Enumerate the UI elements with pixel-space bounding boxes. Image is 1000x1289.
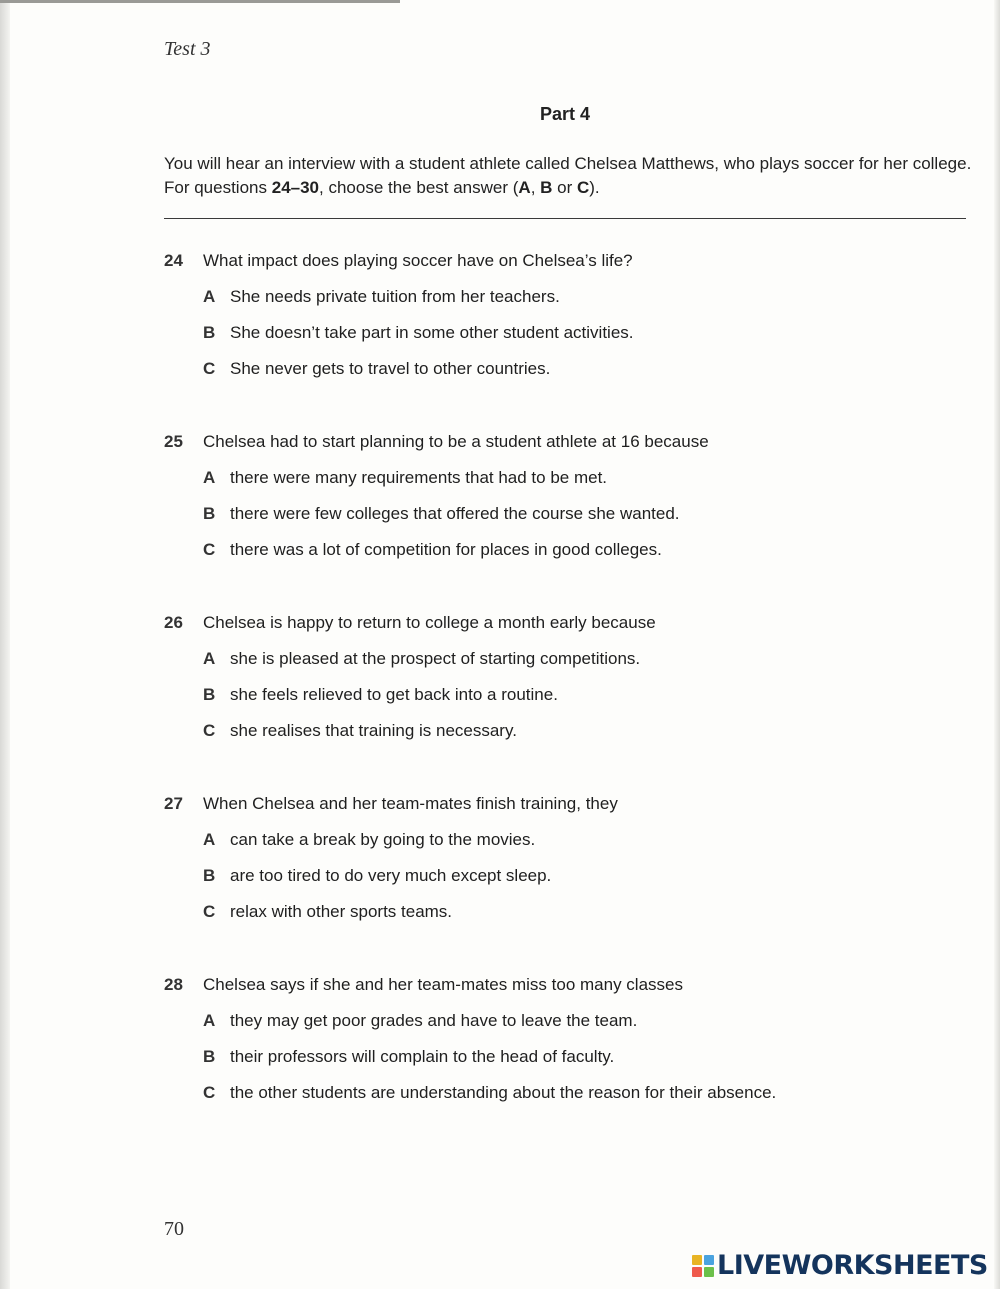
answer-option-b[interactable] — [164, 1044, 984, 1080]
option-text: there were few colleges that offered the course she wanted. — [230, 504, 680, 523]
question-stem — [164, 248, 984, 284]
option-text: She doesn’t take part in some other student activities. — [230, 323, 634, 342]
answer-option-c[interactable] — [164, 1080, 984, 1116]
answer-option-a[interactable] — [164, 465, 984, 501]
option-text: she realises that training is necessary. — [230, 721, 517, 740]
option-text: their professors will complain to the head of faculty. — [230, 1047, 615, 1066]
question-number: 24 — [164, 251, 183, 270]
logo-square-i — [704, 1255, 714, 1265]
liveworksheets-watermark — [692, 1250, 988, 1281]
instructions-option-a: A — [518, 178, 531, 197]
option-letter: A — [203, 830, 216, 849]
answer-option-b[interactable] — [164, 863, 984, 899]
option-letter: B — [203, 1047, 216, 1066]
option-text: She needs private tuition from her teachers. — [230, 287, 560, 306]
option-letter: A — [203, 468, 216, 487]
question-26 — [164, 610, 984, 791]
option-text: she feels relieved to get back into a routine. — [230, 685, 558, 704]
liveworksheets-logo-icon — [692, 1255, 714, 1277]
question-number: 27 — [164, 794, 183, 813]
question-stem — [164, 610, 984, 646]
option-text: the other students are understanding about the reason for their absence. — [230, 1083, 777, 1102]
question-28 — [164, 972, 984, 1153]
logo-square-l — [692, 1255, 702, 1265]
instructions-mid: , choose the best answer ( — [319, 178, 519, 197]
logo-square-e — [704, 1267, 714, 1277]
option-text: they may get poor grades and have to leave the team. — [230, 1011, 638, 1030]
instructions-range: 24–30 — [271, 178, 320, 197]
question-stem — [164, 429, 984, 465]
option-letter: C — [203, 1083, 216, 1102]
instructions-intro: You will hear an interview with a student athlete called Chelsea Matthews, who plays soccer for her college. For questions — [164, 154, 972, 197]
logo-square-v — [692, 1267, 702, 1277]
page-number: 70 — [164, 1218, 184, 1240]
option-text: there were many requirements that had to be met. — [230, 468, 608, 487]
instructions-sep: or — [552, 178, 577, 197]
answer-option-c[interactable] — [164, 718, 984, 754]
answer-option-c[interactable] — [164, 356, 984, 392]
question-27 — [164, 791, 984, 972]
answer-option-a[interactable] — [164, 646, 984, 682]
question-24 — [164, 248, 984, 429]
option-letter: C — [203, 359, 216, 378]
instructions-option-c: C — [576, 178, 590, 197]
divider-rule — [164, 218, 966, 219]
option-letter: C — [203, 540, 216, 559]
question-text: What impact does playing soccer have on Chelsea’s life? — [203, 251, 633, 270]
answer-option-b[interactable] — [164, 501, 984, 537]
option-letter: A — [203, 287, 216, 306]
question-text: Chelsea says if she and her team-mates miss too many classes — [203, 975, 683, 994]
instructions-sep: , — [530, 178, 541, 197]
option-text: she is pleased at the prospect of starting competitions. — [230, 649, 641, 668]
option-letter: C — [203, 902, 216, 921]
answer-option-c[interactable] — [164, 899, 984, 935]
question-number: 26 — [164, 613, 183, 632]
question-text: Chelsea is happy to return to college a month early because — [203, 613, 656, 632]
option-text: there was a lot of competition for places in good colleges. — [230, 540, 662, 559]
option-letter: B — [203, 323, 216, 342]
instructions-end: ). — [589, 178, 600, 197]
option-letter: B — [203, 685, 216, 704]
question-list — [164, 248, 984, 1153]
question-number: 28 — [164, 975, 183, 994]
option-text: She never gets to travel to other countries. — [230, 359, 551, 378]
instructions — [164, 152, 974, 200]
scan-edge-left — [0, 0, 10, 1289]
watermark-text: LIVEWORKSHEETS — [717, 1250, 988, 1281]
question-25 — [164, 429, 984, 610]
scan-edge-top — [0, 0, 400, 3]
answer-option-b[interactable] — [164, 682, 984, 718]
option-letter: A — [203, 649, 216, 668]
instructions-option-b: B — [540, 178, 553, 197]
answer-option-c[interactable] — [164, 537, 984, 573]
answer-option-b[interactable] — [164, 320, 984, 356]
option-letter: B — [203, 866, 216, 885]
option-text: are too tired to do very much except sleep. — [230, 866, 552, 885]
option-letter: C — [203, 721, 216, 740]
option-text: relax with other sports teams. — [230, 902, 453, 921]
answer-option-a[interactable] — [164, 1008, 984, 1044]
answer-option-a[interactable] — [164, 284, 984, 320]
question-stem — [164, 972, 984, 1008]
scan-edge-right — [994, 0, 1000, 1289]
question-text: Chelsea had to start planning to be a student athlete at 16 because — [203, 432, 709, 451]
question-stem — [164, 791, 984, 827]
option-letter: A — [203, 1011, 216, 1030]
option-letter: B — [203, 504, 216, 523]
running-head: Test 3 — [164, 38, 211, 60]
question-text: When Chelsea and her team-mates finish training, they — [203, 794, 618, 813]
part-title: Part 4 — [539, 104, 591, 124]
question-number: 25 — [164, 432, 183, 451]
answer-option-a[interactable] — [164, 827, 984, 863]
option-text: can take a break by going to the movies. — [230, 830, 536, 849]
